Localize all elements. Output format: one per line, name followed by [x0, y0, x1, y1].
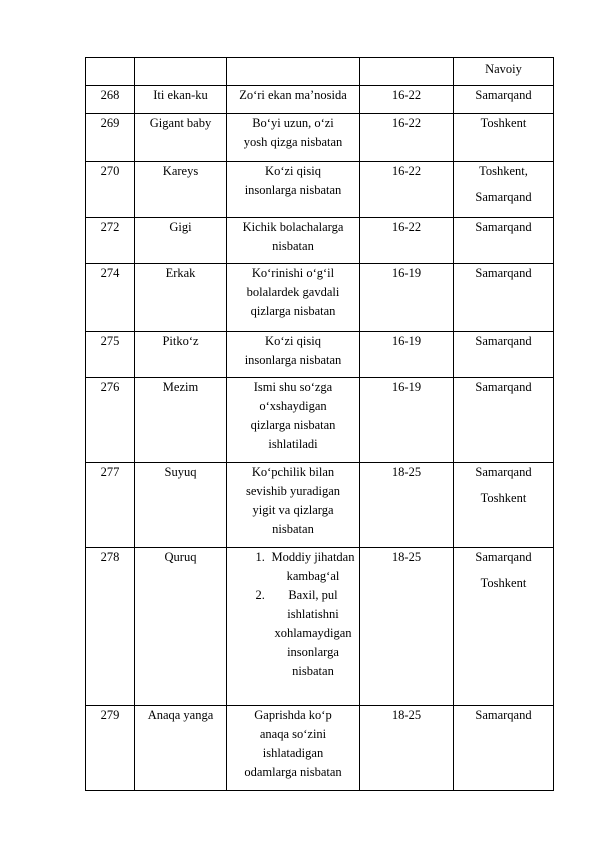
- cell-word: Suyuq: [135, 463, 227, 548]
- cell-number: 278: [86, 548, 135, 706]
- meaning-line: Ko‘pchilik bilan: [251, 465, 335, 479]
- cell-word: Pitko‘z: [135, 332, 227, 378]
- cell-number: 274: [86, 264, 135, 332]
- meaning-line: insonlarga nisbatan: [244, 183, 342, 197]
- cell-word: Erkak: [135, 264, 227, 332]
- table-row: [86, 58, 554, 86]
- table-row: [86, 162, 554, 218]
- region-line: Samarqand: [475, 190, 532, 204]
- region-line: Samarqand: [475, 266, 532, 280]
- meaning-line: Ko‘zi qisiq: [265, 164, 321, 178]
- cell-region: [454, 264, 554, 332]
- cell-age: 16-19: [360, 332, 454, 378]
- cell-region: [454, 86, 554, 114]
- cell-age: 16-22: [360, 162, 454, 218]
- cell-meaning: [227, 463, 360, 548]
- cell-number: 268: [86, 86, 135, 114]
- meaning-line: Zo‘ri ekan ma’nosida: [239, 88, 347, 102]
- cell-word: Anaqa yanga: [135, 706, 227, 791]
- cell-meaning: [227, 332, 360, 378]
- cell-word: [135, 58, 227, 86]
- meaning-list-item: 1. Moddiy jihatdan kambag‘al: [268, 548, 358, 586]
- region-line: Samarqand: [475, 465, 532, 479]
- region-line: Samarqand: [475, 88, 532, 102]
- cell-meaning: [227, 706, 360, 791]
- region-text: Navoiy: [485, 62, 522, 76]
- cell-meaning: [227, 58, 360, 86]
- cell-age: 16-22: [360, 86, 454, 114]
- cell-meaning: [227, 86, 360, 114]
- meaning-line: qizlarga nisbatan: [250, 418, 336, 432]
- cell-word: Quruq: [135, 548, 227, 706]
- cell-number: [86, 58, 135, 86]
- cell-meaning: [227, 264, 360, 332]
- table-row: [86, 114, 554, 162]
- cell-number: 277: [86, 463, 135, 548]
- table-row: [86, 548, 554, 706]
- cell-number: 276: [86, 378, 135, 463]
- cell-meaning: [227, 162, 360, 218]
- meaning-line: anaqa so‘zini: [259, 727, 327, 741]
- table-row: [86, 332, 554, 378]
- cell-meaning: [227, 218, 360, 264]
- region-line: Toshkent: [480, 491, 527, 505]
- cell-age: 16-19: [360, 378, 454, 463]
- table-row: [86, 378, 554, 463]
- cell-meaning: [227, 114, 360, 162]
- cell-number: 269: [86, 114, 135, 162]
- cell-region: [454, 706, 554, 791]
- cell-region: [454, 548, 554, 706]
- meaning-line: Ko‘rinishi o‘g‘il: [251, 266, 335, 280]
- cell-number: 272: [86, 218, 135, 264]
- cell-age: 16-19: [360, 264, 454, 332]
- cell-region: [454, 114, 554, 162]
- cell-region: [454, 378, 554, 463]
- region-line: Samarqand: [475, 550, 532, 564]
- cell-number: 275: [86, 332, 135, 378]
- cell-number: 270: [86, 162, 135, 218]
- cell-age: [360, 58, 454, 86]
- meaning-line: Ismi shu so‘zga: [253, 380, 333, 394]
- meaning-line: Ko‘zi qisiq: [265, 334, 321, 348]
- table-row: [86, 86, 554, 114]
- region-line: Toshkent: [480, 576, 527, 590]
- cell-word: Iti ekan-ku: [135, 86, 227, 114]
- cell-meaning: [227, 548, 360, 706]
- cell-meaning: [227, 378, 360, 463]
- meaning-line: Kichik bolachalarga: [242, 220, 344, 234]
- region-line: Toshkent,: [479, 164, 528, 178]
- cell-number: 279: [86, 706, 135, 791]
- cell-region: [454, 218, 554, 264]
- table-row: [86, 218, 554, 264]
- cell-region: [454, 332, 554, 378]
- meaning-list-item: 2. Baxil, pul ishlatishni xohlamaydigan insonlarga nisbatan: [268, 586, 358, 681]
- meaning-line: sevishib yuradigan: [245, 484, 341, 498]
- region-line: Samarqand: [475, 708, 532, 722]
- meaning-line: odamlarga nisbatan: [244, 765, 342, 779]
- meaning-line: o‘xshaydigan: [259, 399, 327, 413]
- cell-region: [454, 463, 554, 548]
- slang-table: [85, 57, 554, 791]
- meaning-line: ishlatadigan: [262, 746, 324, 760]
- meaning-line: Bo‘yi uzun, o‘zi: [252, 116, 334, 130]
- meaning-line: ishlatiladi: [268, 437, 318, 451]
- meaning-line: qizlarga nisbatan: [250, 304, 336, 318]
- cell-word: Gigi: [135, 218, 227, 264]
- meaning-line: nisbatan: [272, 239, 314, 253]
- meaning-line: bolalardek gavdali: [246, 285, 340, 299]
- region-line: Samarqand: [475, 334, 532, 348]
- cell-region: [454, 162, 554, 218]
- meaning-list: [228, 548, 358, 681]
- table-row: [86, 463, 554, 548]
- cell-age: 16-22: [360, 114, 454, 162]
- cell-age: 18-25: [360, 548, 454, 706]
- cell-age: 16-22: [360, 218, 454, 264]
- region-line: Samarqand: [475, 380, 532, 394]
- cell-age: 18-25: [360, 706, 454, 791]
- region-line: Samarqand: [475, 220, 532, 234]
- meaning-line: Gaprishda ko‘p: [254, 708, 332, 722]
- cell-word: Kareys: [135, 162, 227, 218]
- meaning-line: yigit va qizlarga: [252, 503, 334, 517]
- table-row: [86, 706, 554, 791]
- region-line: Toshkent: [480, 116, 527, 130]
- meaning-line: insonlarga nisbatan: [244, 353, 342, 367]
- cell-age: 18-25: [360, 463, 454, 548]
- cell-region: [454, 58, 554, 86]
- cell-word: Gigant baby: [135, 114, 227, 162]
- meaning-line: nisbatan: [272, 522, 314, 536]
- meaning-line: yosh qizga nisbatan: [243, 135, 343, 149]
- cell-word: Mezim: [135, 378, 227, 463]
- table-row: [86, 264, 554, 332]
